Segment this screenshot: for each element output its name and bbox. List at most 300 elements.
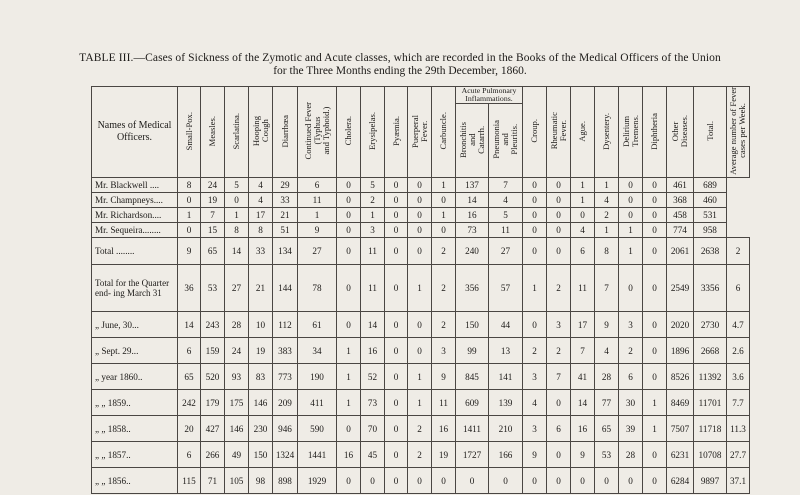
table-cell: 146 <box>249 390 273 416</box>
table-cell: 845 <box>456 364 489 390</box>
row-label: „ „ 1858.. <box>92 416 178 442</box>
table-cell: 11392 <box>694 364 727 390</box>
row-label: „ „ 1856.. <box>92 468 178 494</box>
table-cell: 0 <box>337 238 361 265</box>
table-cell: 112 <box>273 312 298 338</box>
table-cell: 0 <box>225 193 249 208</box>
table-cell: 65 <box>201 238 225 265</box>
table-cell: 4.7 <box>727 312 750 338</box>
table-cell: 520 <box>201 364 225 390</box>
table-cell: 0 <box>337 223 361 238</box>
header-diarrhoea: Diarrhœa <box>273 87 298 178</box>
table-cell: 1 <box>337 364 361 390</box>
table-cell: 0 <box>547 208 571 223</box>
table-cell: 266 <box>201 442 225 468</box>
header-total: Total. <box>694 87 727 178</box>
row-label: Total for the Quarter end- ing March 31 <box>92 265 178 312</box>
table-cell: 2549 <box>667 265 694 312</box>
table-cell: 139 <box>489 390 523 416</box>
table-cell: 0 <box>385 442 408 468</box>
table-cell: 3 <box>361 223 385 238</box>
table-cell: 2 <box>432 265 456 312</box>
table-cell: 166 <box>489 442 523 468</box>
table-cell: 2061 <box>667 238 694 265</box>
table-cell: 0 <box>337 416 361 442</box>
table-cell: 30 <box>619 390 643 416</box>
table-cell: 11 <box>298 193 337 208</box>
table-cell: 83 <box>249 364 273 390</box>
table-cell: 1 <box>337 338 361 364</box>
header-pyaemia: Pyæmia. <box>385 87 408 178</box>
table-cell: 4 <box>595 193 619 208</box>
table-cell: 8 <box>178 178 201 193</box>
table-cell: 20 <box>178 416 201 442</box>
table-cell: 73 <box>456 223 489 238</box>
table-cell: 4 <box>249 178 273 193</box>
summary-row <box>92 338 750 364</box>
table-cell: 0 <box>385 223 408 238</box>
header-average: Average number of Fever cases per Week. <box>727 87 750 178</box>
table-cell: 93 <box>225 364 249 390</box>
table-cell: 6 <box>547 416 571 442</box>
table-cell: 5 <box>225 178 249 193</box>
table-cell: 16 <box>571 416 595 442</box>
table-cell: 39 <box>619 416 643 442</box>
table-cell: 1 <box>523 265 547 312</box>
table-cell: 0 <box>408 338 432 364</box>
table-cell: 6 <box>178 338 201 364</box>
header-croup: Croup. <box>523 87 547 178</box>
table-cell: 11718 <box>694 416 727 442</box>
table-cell: 105 <box>225 468 249 494</box>
table-cell: 10 <box>249 312 273 338</box>
table-cell: 0 <box>619 193 643 208</box>
table-cell: 0 <box>361 468 385 494</box>
table-cell: 2730 <box>694 312 727 338</box>
table-cell: 230 <box>249 416 273 442</box>
table-cell: 45 <box>361 442 385 468</box>
table-cell: 8 <box>225 223 249 238</box>
table-cell: 5 <box>489 208 523 223</box>
table-cell: 1 <box>595 178 619 193</box>
table-cell: 0 <box>408 178 432 193</box>
table-cell: 1 <box>643 416 667 442</box>
table-cell: 0 <box>337 468 361 494</box>
table-cell: 368 <box>667 193 694 208</box>
table-cell: 3.6 <box>727 364 750 390</box>
table-cell: 19 <box>201 193 225 208</box>
table-cell: 774 <box>667 223 694 238</box>
header-bronchitis: Bronchitis and Catarrh. <box>456 104 489 178</box>
table-cell: 1 <box>643 390 667 416</box>
table-cell: 190 <box>298 364 337 390</box>
table-cell: 0 <box>643 442 667 468</box>
table-cell: 0 <box>408 312 432 338</box>
table-cell: 19 <box>249 338 273 364</box>
table-cell: 33 <box>249 238 273 265</box>
summary-row <box>92 442 750 468</box>
table-cell: 0 <box>547 193 571 208</box>
table-cell: 1441 <box>298 442 337 468</box>
table-cell: 0 <box>432 193 456 208</box>
table-cell: 0 <box>643 312 667 338</box>
table-cell: 1 <box>225 208 249 223</box>
table-cell: 0 <box>456 468 489 494</box>
table-cell: 1727 <box>456 442 489 468</box>
table-cell: 11 <box>489 223 523 238</box>
table-cell: 21 <box>249 265 273 312</box>
table-cell: 1 <box>298 208 337 223</box>
table-cell: 0 <box>408 223 432 238</box>
table-cell: 2 <box>361 193 385 208</box>
table-cell: 460 <box>694 193 727 208</box>
header-names: Names of Medical Officers. <box>92 87 178 178</box>
header-acute-pulmonary: Acute Pulmonary Inflammations. <box>456 87 523 104</box>
table-cell: 4 <box>489 193 523 208</box>
header-continued-fever: Continued Fever (Typhus and Typhoid.) <box>298 87 337 178</box>
table-cell: 16 <box>432 416 456 442</box>
header-other-diseases: Other Diseases. <box>667 87 694 178</box>
table-cell: 70 <box>361 416 385 442</box>
table-cell: 14 <box>571 390 595 416</box>
officer-row <box>92 208 750 223</box>
header-small-pox: Small-Pox. <box>178 87 201 178</box>
table-cell: 61 <box>298 312 337 338</box>
table-cell: 65 <box>595 416 619 442</box>
table-cell: 98 <box>249 468 273 494</box>
table-cell: 0 <box>523 468 547 494</box>
header-scarlatina: Scarlatina. <box>225 87 249 178</box>
table-cell: 44 <box>489 312 523 338</box>
table-cell: 240 <box>456 238 489 265</box>
table-cell: 0 <box>643 265 667 312</box>
table-cell: 36 <box>178 265 201 312</box>
table-cell: 2668 <box>694 338 727 364</box>
table-cell: 0 <box>178 193 201 208</box>
table-cell: 14 <box>178 312 201 338</box>
table-cell: 427 <box>201 416 225 442</box>
row-label: Mr. Blackwell .... <box>92 178 178 193</box>
table-cell: 28 <box>619 442 643 468</box>
table-cell: 7 <box>571 338 595 364</box>
table-cell: 0 <box>523 178 547 193</box>
table-cell: 141 <box>489 364 523 390</box>
header-diphtheria: Diphtheria <box>643 87 667 178</box>
table-cell: 411 <box>298 390 337 416</box>
table-cell: 0 <box>432 223 456 238</box>
summary-row <box>92 468 750 494</box>
table-cell: 0 <box>643 338 667 364</box>
table-cell: 11.3 <box>727 416 750 442</box>
table-cell: 2 <box>408 416 432 442</box>
table-cell: 13 <box>489 338 523 364</box>
table-cell: 6 <box>178 442 201 468</box>
table-cell: 0 <box>337 178 361 193</box>
table-cell: 24 <box>201 178 225 193</box>
table-cell: 2638 <box>694 238 727 265</box>
table-cell: 590 <box>298 416 337 442</box>
table-cell: 9 <box>432 364 456 390</box>
summary-row <box>92 312 750 338</box>
table-cell: 0 <box>337 208 361 223</box>
table-cell: 242 <box>178 390 201 416</box>
table-cell: 383 <box>273 338 298 364</box>
table-cell: 115 <box>178 468 201 494</box>
table-cell: 609 <box>456 390 489 416</box>
header-puerperal-fever: Puerperal Fever. <box>408 87 432 178</box>
table-cell: 11701 <box>694 390 727 416</box>
table-cell: 137 <box>456 178 489 193</box>
table-cell: 1 <box>408 390 432 416</box>
header-rheumatic-fever: Rheumatic Fever. <box>547 87 571 178</box>
table-cell: 1 <box>571 193 595 208</box>
table-cell: 28 <box>595 364 619 390</box>
table-cell: 461 <box>667 178 694 193</box>
table-cell: 11 <box>571 265 595 312</box>
table-cell: 3 <box>523 364 547 390</box>
table-cell: 134 <box>273 238 298 265</box>
table-cell: 6 <box>298 178 337 193</box>
table-cell: 28 <box>225 312 249 338</box>
table-cell: 1 <box>595 223 619 238</box>
table-cell: 49 <box>225 442 249 468</box>
table-cell: 243 <box>201 312 225 338</box>
table-cell: 16 <box>337 442 361 468</box>
table-cell: 53 <box>595 442 619 468</box>
table-cell: 27.7 <box>727 442 750 468</box>
table-cell: 19 <box>432 442 456 468</box>
table-cell: 2 <box>619 338 643 364</box>
table-cell: 6231 <box>667 442 694 468</box>
table-cell: 7 <box>489 178 523 193</box>
table-cell: 1 <box>408 265 432 312</box>
table-cell: 0 <box>337 265 361 312</box>
table-cell: 78 <box>298 265 337 312</box>
table-cell: 144 <box>273 265 298 312</box>
table-cell: 1 <box>178 208 201 223</box>
table-cell: 1 <box>432 208 456 223</box>
table-cell: 209 <box>273 390 298 416</box>
table-cell: 3 <box>547 312 571 338</box>
table-cell: 210 <box>489 416 523 442</box>
table-cell: 2 <box>432 312 456 338</box>
table-cell: 2 <box>595 208 619 223</box>
row-label: „ year 1860.. <box>92 364 178 390</box>
table-cell: 0 <box>643 468 667 494</box>
table-cell: 7 <box>547 364 571 390</box>
table-cell: 0 <box>571 208 595 223</box>
row-label: „ June, 30... <box>92 312 178 338</box>
table-cell: 51 <box>273 223 298 238</box>
table-cell: 3 <box>619 312 643 338</box>
table-subtitle: for the Three Months ending the 29th December, 1860. <box>273 65 527 77</box>
table-cell: 3356 <box>694 265 727 312</box>
table-cell: 14 <box>361 312 385 338</box>
table-cell: 73 <box>361 390 385 416</box>
summary-row <box>92 364 750 390</box>
table-cell: 898 <box>273 468 298 494</box>
table-cell: 7507 <box>667 416 694 442</box>
table-cell: 689 <box>694 178 727 193</box>
table-cell: 2 <box>523 338 547 364</box>
table-cell: 0 <box>523 238 547 265</box>
table-cell: 0 <box>385 364 408 390</box>
table-cell: 0 <box>385 312 408 338</box>
header-pneumonia: Pneumonia and Pleuritis. <box>489 104 523 178</box>
table-cell: 14 <box>225 238 249 265</box>
row-label: Total ........ <box>92 238 178 265</box>
table-cell: 946 <box>273 416 298 442</box>
table-cell: 0 <box>408 208 432 223</box>
table-cell: 2 <box>408 442 432 468</box>
table-cell: 2 <box>727 238 750 265</box>
table-cell: 1 <box>408 364 432 390</box>
table-cell: 0 <box>385 390 408 416</box>
row-label: „ Sept. 29... <box>92 338 178 364</box>
table-cell: 9 <box>571 442 595 468</box>
table-cell: 7 <box>201 208 225 223</box>
table-cell: 0 <box>643 208 667 223</box>
table-cell: 29 <box>273 178 298 193</box>
table-cell: 2 <box>547 265 571 312</box>
row-label: „ „ 1859.. <box>92 390 178 416</box>
header-cholera: Cholera. <box>337 87 361 178</box>
table-cell: 0 <box>385 416 408 442</box>
table-cell: 99 <box>456 338 489 364</box>
table-cell: 0 <box>547 238 571 265</box>
table-cell: 15 <box>201 223 225 238</box>
table-cell: 0 <box>385 468 408 494</box>
table-cell: 0 <box>523 208 547 223</box>
table-cell: 6 <box>619 364 643 390</box>
table-cell: 0 <box>547 178 571 193</box>
table-cell: 0 <box>619 265 643 312</box>
officer-row <box>92 178 750 193</box>
table-cell: 33 <box>273 193 298 208</box>
table-cell: 175 <box>225 390 249 416</box>
table-cell: 0 <box>619 468 643 494</box>
table-cell: 958 <box>694 223 727 238</box>
table-cell: 159 <box>201 338 225 364</box>
table-cell: 0 <box>547 390 571 416</box>
table-cell: 1 <box>619 223 643 238</box>
total-row <box>92 238 750 265</box>
table-cell: 9 <box>523 442 547 468</box>
table-cell: 1 <box>619 238 643 265</box>
header-carbuncle: Carbuncle. <box>432 87 456 178</box>
table-cell: 150 <box>249 442 273 468</box>
header-delirium-tremens: Delirium Tremens. <box>619 87 643 178</box>
table-cell: 2 <box>547 338 571 364</box>
table-cell: 7 <box>595 265 619 312</box>
table-cell: 0 <box>595 468 619 494</box>
table-cell: 0 <box>643 238 667 265</box>
table-cell: 27 <box>489 238 523 265</box>
table-cell: 0 <box>385 265 408 312</box>
table-cell: 1324 <box>273 442 298 468</box>
row-label: Mr. Champneys.... <box>92 193 178 208</box>
sickness-table <box>91 86 750 494</box>
table-cell: 458 <box>667 208 694 223</box>
table-cell: 1 <box>571 178 595 193</box>
header-hooping-cough: Hooping Cough <box>249 87 273 178</box>
table-cell: 0 <box>337 312 361 338</box>
table-cell: 16 <box>456 208 489 223</box>
table-cell: 0 <box>178 223 201 238</box>
table-cell: 27 <box>298 238 337 265</box>
table-cell: 1 <box>337 390 361 416</box>
table-cell: 0 <box>408 193 432 208</box>
table-cell: 1411 <box>456 416 489 442</box>
table-cell: 3 <box>523 416 547 442</box>
table-cell: 14 <box>456 193 489 208</box>
officer-row <box>92 193 750 208</box>
header-measles: Measles. <box>201 87 225 178</box>
table-cell: 0 <box>619 208 643 223</box>
table-cell: 0 <box>523 193 547 208</box>
table-cell: 179 <box>201 390 225 416</box>
table-cell: 0 <box>547 223 571 238</box>
summary-row <box>92 390 750 416</box>
table-cell: 10708 <box>694 442 727 468</box>
header-erysipelas: Erysipelas. <box>361 87 385 178</box>
table-cell: 9 <box>595 312 619 338</box>
table-cell: 0 <box>619 178 643 193</box>
table-cell: 21 <box>273 208 298 223</box>
row-label: Mr. Sequeira........ <box>92 223 178 238</box>
table-cell: 2020 <box>667 312 694 338</box>
table-cell: 8 <box>249 223 273 238</box>
table-cell: 4 <box>595 338 619 364</box>
table-cell: 4 <box>523 390 547 416</box>
table-cell: 52 <box>361 364 385 390</box>
table-cell: 4 <box>571 223 595 238</box>
table-cell: 9897 <box>694 468 727 494</box>
table-cell: 37.1 <box>727 468 750 494</box>
table-cell: 2 <box>432 238 456 265</box>
table-cell: 57 <box>489 265 523 312</box>
officer-row <box>92 223 750 238</box>
table-title: TABLE III.—Cases of Sickness of the Zymotic and Acute classes, which are recorded in the Books of the Medical Officers of the Union <box>79 52 721 64</box>
table-cell: 0 <box>489 468 523 494</box>
table-cell: 9 <box>298 223 337 238</box>
table-cell: 11 <box>361 238 385 265</box>
table-cell: 65 <box>178 364 201 390</box>
table-cell: 5 <box>361 178 385 193</box>
table-cell: 0 <box>385 193 408 208</box>
table-cell: 16 <box>361 338 385 364</box>
table-cell: 3 <box>432 338 456 364</box>
table-cell: 41 <box>571 364 595 390</box>
table-cell: 34 <box>298 338 337 364</box>
table-cell: 2.6 <box>727 338 750 364</box>
table-cell: 0 <box>523 312 547 338</box>
table-cell: 1 <box>361 208 385 223</box>
table-cell: 0 <box>643 178 667 193</box>
table-cell: 0 <box>643 364 667 390</box>
table-cell: 0 <box>432 468 456 494</box>
table-cell: 150 <box>456 312 489 338</box>
quarter-row <box>92 265 750 312</box>
header-dysentery: Dysentery. <box>595 87 619 178</box>
table-cell: 8 <box>595 238 619 265</box>
table-cell: 0 <box>643 223 667 238</box>
table-cell: 1896 <box>667 338 694 364</box>
summary-row <box>92 416 750 442</box>
table-cell: 0 <box>643 193 667 208</box>
table-cell: 1929 <box>298 468 337 494</box>
table-cell: 531 <box>694 208 727 223</box>
